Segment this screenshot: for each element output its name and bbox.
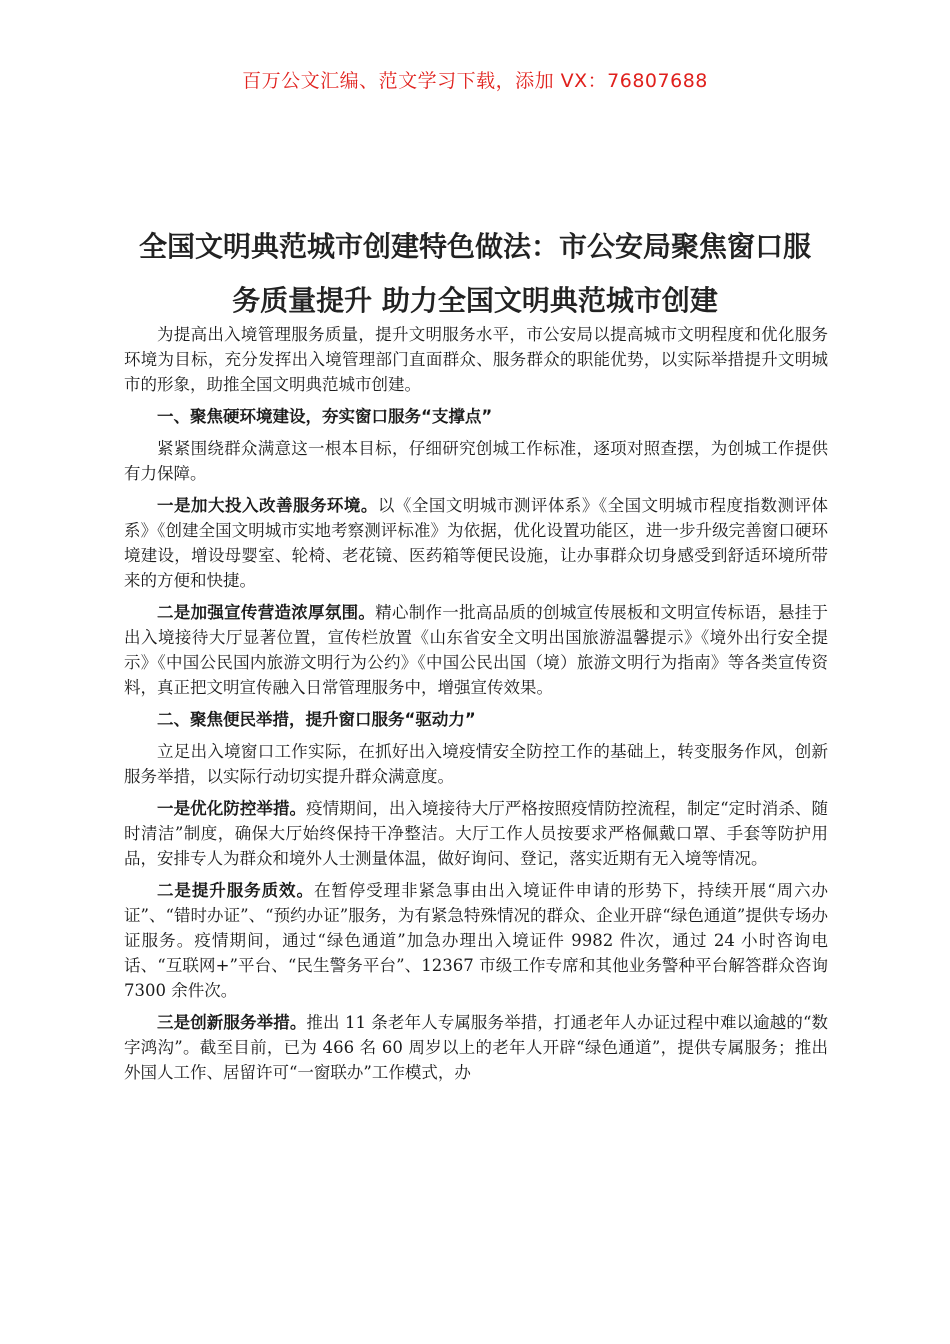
document-body (124, 322, 828, 1092)
paragraph (124, 493, 828, 593)
paragraph: 立足出入境窗口工作实际，在抓好出入境疫情安全防控工作的基础上，转变服务作风，创新服务举措，以实际行动切实提升群众满意度。 (124, 742, 828, 786)
paragraph (124, 1010, 828, 1085)
paragraph (124, 796, 828, 871)
paragraph-text: 疫情期间，出入境接待大厅严格按照疫情防控流程，制定“定时消杀、随时清洁”制度，确保大厅始终保持干净整洁。大厅工作人员按要求严格佩戴口罩、手套等防护用品，安排专人为群众和境外人士测量体温，做好询问、登记，落实近期有无入境等情况。 (124, 799, 828, 868)
document-title (110, 220, 840, 328)
header-banner: 百万公文汇编、范文学习下载，添加 VX：76807688 (242, 70, 708, 92)
title-line-1: 全国文明典范城市创建特色做法：市公安局聚焦窗口服 (138, 230, 811, 263)
paragraph-lead: 三是创新服务举措。 (157, 1013, 307, 1032)
paragraph-text: 在暂停受理非紧急事由出入境证件申请的形势下，持续开展“周六办证”、“错时办证”、“预约办证”服务，为有紧急特殊情况的群众、企业开辟“绿色通道”提供专场办证服务。疫情期间，通过“绿色通道”加急办理出入境证件 9982 件次，通过 24 小时咨询电话、“互联网+”平台、“民生警务平台”、12367 市级工作专席和其他业务警种平台解答群众咨询 7300 余件次。 (124, 881, 829, 1000)
paragraph (124, 878, 828, 1003)
intro-paragraph: 为提高出入境管理服务质量，提升文明服务水平，市公安局以提高城市文明程度和优化服务环境为目标，充分发挥出入境管理部门直面群众、服务群众的职能优势，以实际举措提升文明城市的形象，助推全国文明典范城市创建。 (124, 325, 828, 394)
section-heading-1: 一、聚焦硬环境建设，夯实窗口服务“支撑点” (157, 407, 493, 426)
paragraph-lead: 一是加大投入改善服务环境。 (157, 496, 378, 515)
title-line-2: 务质量提升 助力全国文明典范城市创建 (232, 284, 718, 317)
paragraph-lead: 一是优化防控举措。 (157, 799, 307, 818)
paragraph-text: 精心制作一批高品质的创城宣传展板和文明宣传标语，悬挂于出入境接待大厅显著位置，宣传栏放置《山东省安全文明出国旅游温馨提示》《境外出行安全提示》《中国公民国内旅游文明行为公约》《中国公民出国（境）旅游文明行为指南》等各类宣传资料，真正把文明宣传融入日常管理服务中，增强宣传效果。 (124, 603, 829, 697)
paragraph-text: 以《全国文明城市测评体系》《全国文明城市程度指数测评体系》《创建全国文明城市实地考察测评标准》为依据，优化设置功能区，进一步升级完善窗口硬环境建设，增设母婴室、轮椅、老花镜、医药箱等便民设施，让办事群众切身感受到舒适环境所带来的方便和快捷。 (124, 496, 829, 590)
paragraph-lead: 二是提升服务质效。 (157, 881, 314, 900)
paragraph: 紧紧围绕群众满意这一根本目标，仔细研究创城工作标准，逐项对照查摆，为创城工作提供有力保障。 (124, 439, 828, 483)
section-heading-2: 二、聚焦便民举措，提升窗口服务“驱动力” (157, 710, 476, 729)
paragraph (124, 600, 828, 700)
paragraph-lead: 二是加强宣传营造浓厚氛围。 (157, 603, 376, 622)
paragraph-text: 推出 11 条老年人专属服务举措，打通老年人办证过程中难以逾越的“数字鸿沟”。截至目前，已为 466 名 60 周岁以上的老年人开辟“绿色通道”，提供专属服务；推出外国人工作、居留许可“一窗联办”工作模式，办 (124, 1013, 829, 1082)
